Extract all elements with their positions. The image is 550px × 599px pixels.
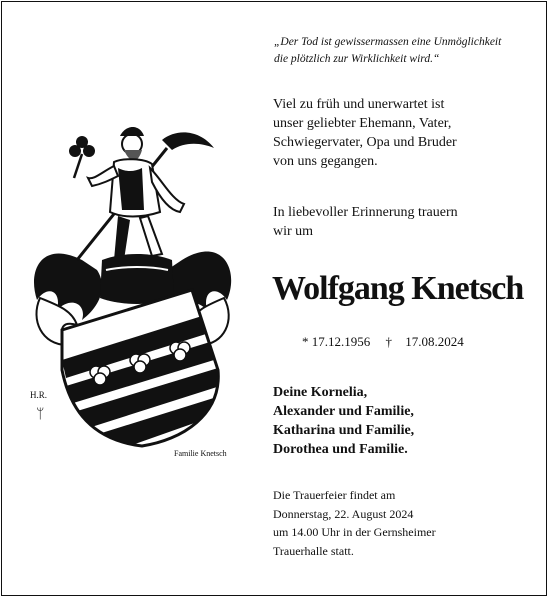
intro-line: Viel zu früh und unerwartet ist [273, 97, 445, 112]
life-dates [302, 334, 464, 350]
signer-line: Alexander und Familie, [273, 404, 414, 419]
signer-line: Dorothea und Familie. [273, 442, 408, 457]
epigraph-quote [274, 34, 536, 68]
funeral-line: Donnerstag, 22. August 2024 [273, 506, 414, 521]
crest-caption: Familie Knetsch [174, 449, 227, 458]
quote-line: „Der Tod ist gewissermassen eine Unmöglichkeit [274, 36, 502, 48]
funeral-details [273, 486, 436, 560]
signers-list [273, 383, 414, 459]
funeral-line: Trauerhalle statt. [273, 543, 354, 558]
svg-text:H.R.: H.R. [30, 390, 48, 400]
mourning-line: In liebevoller Erinnerung trauern [273, 205, 458, 220]
intro-line: unser geliebter Ehemann, Vater, [273, 116, 452, 131]
mourning-line: wir um [273, 224, 314, 239]
funeral-line: um 14.00 Uhr in der Gernsheimer [273, 525, 436, 539]
signer-line: Deine Kornelia, [273, 385, 368, 400]
birth-date: 17.12.1956 [311, 334, 371, 349]
birth-symbol: * [302, 334, 309, 349]
family-crest-illustration [22, 120, 242, 450]
intro-line: Schwiegervater, Opa und Bruder [273, 135, 457, 150]
intro-paragraph [273, 95, 535, 171]
intro-line: von uns gegangen. [273, 154, 378, 169]
quote-line: die plötzlich zur Wirklichkeit wird.“ [274, 53, 440, 65]
funeral-line: Die Trauerfeier findet am [273, 488, 396, 502]
death-date: 17.08.2024 [405, 334, 464, 349]
signer-line: Katharina und Familie, [273, 423, 415, 438]
obituary-notice [1, 1, 547, 596]
svg-text:ᛘ: ᛘ [36, 407, 45, 422]
mourning-paragraph [273, 203, 535, 241]
death-cross-icon: † [385, 334, 392, 349]
deceased-name: Wolfgang Knetsch [272, 270, 524, 307]
